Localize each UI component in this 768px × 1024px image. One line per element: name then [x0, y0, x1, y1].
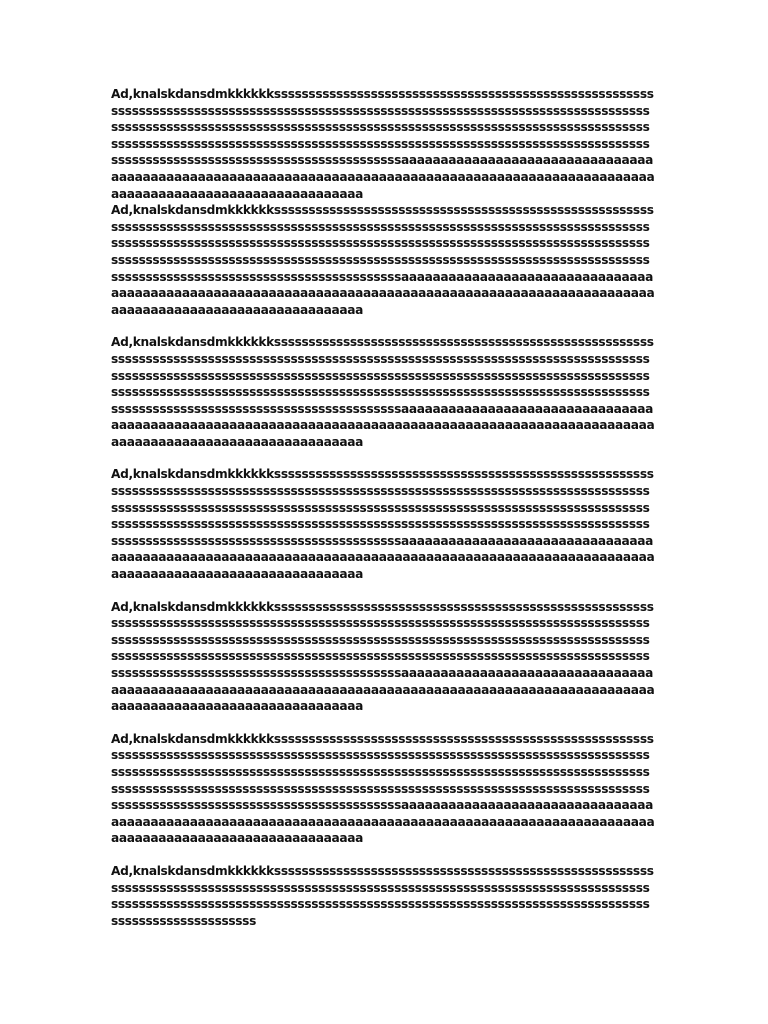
paragraph-5: Ad,knalskdansdmkkkkkksssssssssssssssssssssssssssssssssssssssssssssssssssssssssssssssssssssssssssssssssssssssssssssssssssssssssssssssssssssssssssssssssssssssssssssssssssssssssssssssssssssssssssssssssssssssssssssssssssssssssssssssssssssssssssssssssssssssssssssssssssssssssssssssssssssssssssssssssssssssssssssssssssssssssssssssssssssssssssssssssssssssssssaaaaaaaaaaaaaaaaaaaaaaaaaaaaaaaaaaaaaaaaaaaaaaaaaaaaaaaaaaaaaaaaaaaaaaaaaaaaaaaaaaaaaaaaaaaaaaaaaaaaaaaaaaaaaaaaaaaaaaaaaaaaaaaaaaaaa	[111, 599, 655, 714]
document-page	[111, 86, 655, 986]
paragraph-2: Ad,knalskdansdmkkkkkksssssssssssssssssssssssssssssssssssssssssssssssssssssssssssssssssssssssssssssssssssssssssssssssssssssssssssssssssssssssssssssssssssssssssssssssssssssssssssssssssssssssssssssssssssssssssssssssssssssssssssssssssssssssssssssssssssssssssssssssssssssssssssssssssssssssssssssssssssssssssssssssssssssssssssssssssssssssssssssssssssssssssssaaaaaaaaaaaaaaaaaaaaaaaaaaaaaaaaaaaaaaaaaaaaaaaaaaaaaaaaaaaaaaaaaaaaaaaaaaaaaaaaaaaaaaaaaaaaaaaaaaaaaaaaaaaaaaaaaaaaaaaaaaaaaaaaaaaaa	[111, 203, 655, 317]
paragraph-3: Ad,knalskdansdmkkkkkksssssssssssssssssssssssssssssssssssssssssssssssssssssssssssssssssssssssssssssssssssssssssssssssssssssssssssssssssssssssssssssssssssssssssssssssssssssssssssssssssssssssssssssssssssssssssssssssssssssssssssssssssssssssssssssssssssssssssssssssssssssssssssssssssssssssssssssssssssssssssssssssssssssssssssssssssssssssssssssssssssssssssssaaaaaaaaaaaaaaaaaaaaaaaaaaaaaaaaaaaaaaaaaaaaaaaaaaaaaaaaaaaaaaaaaaaaaaaaaaaaaaaaaaaaaaaaaaaaaaaaaaaaaaaaaaaaaaaaaaaaaaaaaaaaaaaaaaaaa	[111, 335, 655, 449]
paragraph-4: Ad,knalskdansdmkkkkkksssssssssssssssssssssssssssssssssssssssssssssssssssssssssssssssssssssssssssssssssssssssssssssssssssssssssssssssssssssssssssssssssssssssssssssssssssssssssssssssssssssssssssssssssssssssssssssssssssssssssssssssssssssssssssssssssssssssssssssssssssssssssssssssssssssssssssssssssssssssssssssssssssssssssssssssssssssssssssssssssssssssssssaaaaaaaaaaaaaaaaaaaaaaaaaaaaaaaaaaaaaaaaaaaaaaaaaaaaaaaaaaaaaaaaaaaaaaaaaaaaaaaaaaaaaaaaaaaaaaaaaaaaaaaaaaaaaaaaaaaaaaaaaaaaaaaaaaaaa	[111, 467, 655, 582]
paragraph-7: Ad,knalskdansdmkkkkkkssssssssssssssssssssssssssssssssssssssssssssssssssssssssssssssssssssssssssssssssssssssssssssssssssssssssssssssssssssssssssssssssssssssssssssssssssssssssssssssssssssssssssssssssssssssssssssssssssssssssssssssssssssssssssssssssssssssss	[111, 863, 654, 928]
paragraph-6: Ad,knalskdansdmkkkkkksssssssssssssssssssssssssssssssssssssssssssssssssssssssssssssssssssssssssssssssssssssssssssssssssssssssssssssssssssssssssssssssssssssssssssssssssssssssssssssssssssssssssssssssssssssssssssssssssssssssssssssssssssssssssssssssssssssssssssssssssssssssssssssssssssssssssssssssssssssssssssssssssssssssssssssssssssssssssssssssssssssssssssaaaaaaaaaaaaaaaaaaaaaaaaaaaaaaaaaaaaaaaaaaaaaaaaaaaaaaaaaaaaaaaaaaaaaaaaaaaaaaaaaaaaaaaaaaaaaaaaaaaaaaaaaaaaaaaaaaaaaaaaaaaaaaaaaaaaa	[111, 731, 655, 846]
paragraph-1: Ad,knalskdansdmkkkkkksssssssssssssssssssssssssssssssssssssssssssssssssssssssssssssssssssssssssssssssssssssssssssssssssssssssssssssssssssssssssssssssssssssssssssssssssssssssssssssssssssssssssssssssssssssssssssssssssssssssssssssssssssssssssssssssssssssssssssssssssssssssssssssssssssssssssssssssssssssssssssssssssssssssssssssssssssssssssssssssssssssssssssaaaaaaaaaaaaaaaaaaaaaaaaaaaaaaaaaaaaaaaaaaaaaaaaaaaaaaaaaaaaaaaaaaaaaaaaaaaaaaaaaaaaaaaaaaaaaaaaaaaaaaaaaaaaaaaaaaaaaaaaaaaaaaaaaaaaa	[111, 87, 655, 201]
